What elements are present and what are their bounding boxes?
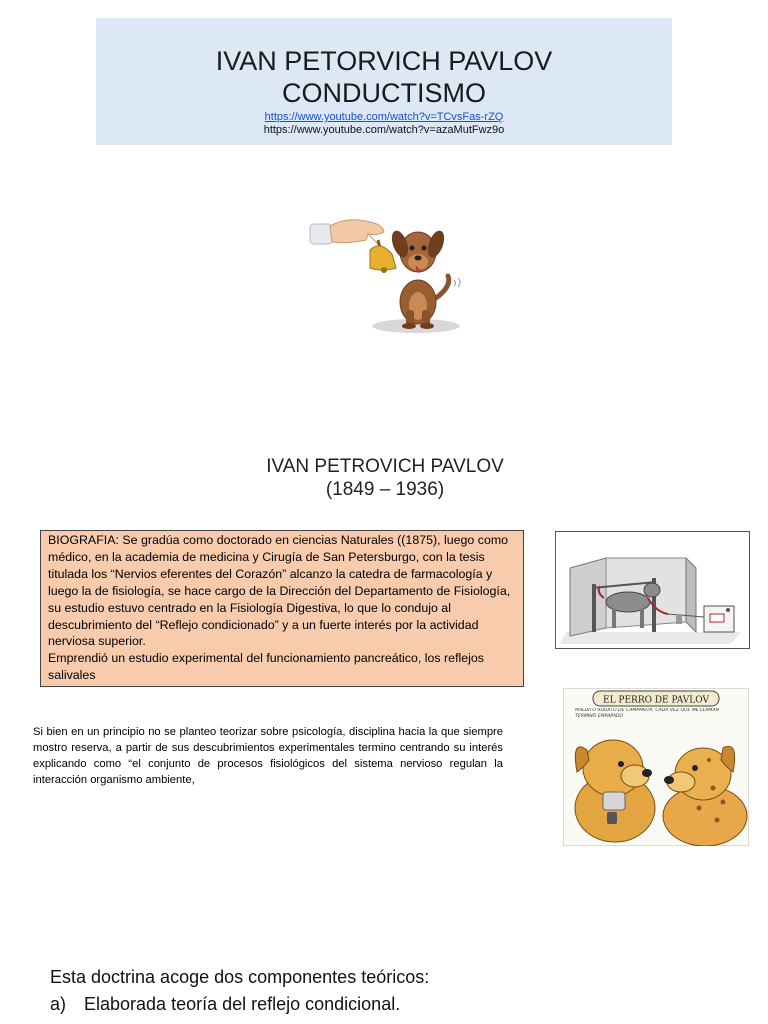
section-title: [200, 455, 570, 501]
title-line-1: IVAN PETORVICH PAVLOV: [215, 46, 553, 76]
dog-bell-illustration: [308, 210, 468, 335]
cartoon-caption: MALDITO RUIDITO DE CAMPANITA, CADA VEZ QUE ME LLAMAN TERMINO EMPAPADO: [575, 708, 719, 719]
biography-text-2: Emprendió un estudio experimental del funcionamiento pancreático, los reflejos salivales: [48, 651, 484, 683]
doctrine-item-text: Elaborada teoría del reflejo condicional.: [84, 994, 401, 1014]
youtube-link-2: https://www.youtube.com/watch?v=azaMutFwz9o: [263, 124, 505, 136]
biography-text: BIOGRAFIA: Se gradúa como doctorado en ciencias Naturales ((1875), luego como médico, en la academia de medicina y Cirugía de San Petersburgo, con la tesis titulada los “Nervios eferentes del Corazón” alcanzo la catedra de farmacología y luego la de fisiología, se hace cargo de la Dirección del Departamento de Fisiología, su estudio estuvo centrado en la Fisiología Digestiva, lo que lo condujo al descubrimiento del “Reflejo condicionado” y a un fuerte interés por la actividad nerviosa superior.: [48, 533, 511, 649]
title-box: [96, 18, 672, 145]
biography-box: [40, 530, 524, 687]
pavlov-dog-cartoon: [563, 688, 749, 846]
body-paragraph: Si bien en un principio no se planteo teorizar sobre psicología, disciplina hacia la que siempre mostro reserva, a partir de sus descubrimientos experimentales termino centrando su interés explicando como “el conjunto de procesos fisiológicos del sistema nervioso regulan la interacción organismo ambiente,: [33, 726, 503, 786]
doctrine-item: [50, 991, 730, 1018]
youtube-link-1[interactable]: https://www.youtube.com/watch?v=TCvsFas-rZQ: [264, 111, 504, 123]
doctrine-intro: Esta doctrina acoge dos componentes teóricos:: [50, 967, 430, 987]
section-years: (1849 – 1936): [325, 479, 445, 500]
doctrine-item-marker: a): [50, 994, 67, 1014]
section-name: IVAN PETROVICH PAVLOV: [266, 456, 504, 477]
cartoon-title: EL PERRO DE PAVLOV: [603, 695, 709, 706]
title-line-2: CONDUCTISMO: [282, 78, 486, 108]
experiment-illustration: [555, 531, 750, 649]
doctrine-section: [50, 964, 730, 1018]
